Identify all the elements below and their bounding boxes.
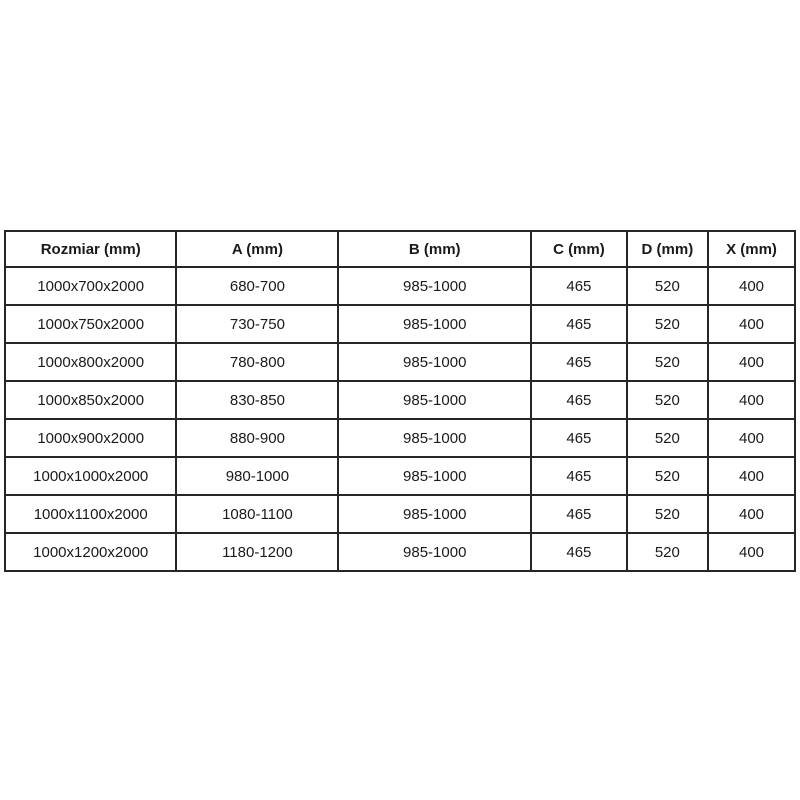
cell-b: 985-1000 — [338, 343, 531, 381]
header-row — [5, 231, 795, 267]
cell-x: 400 — [708, 305, 795, 343]
cell-c: 465 — [531, 267, 627, 305]
table-row — [5, 457, 795, 495]
table-row — [5, 305, 795, 343]
cell-rozmiar: 1000x750x2000 — [5, 305, 176, 343]
cell-a: 980-1000 — [176, 457, 338, 495]
cell-b: 985-1000 — [338, 495, 531, 533]
cell-d: 520 — [627, 457, 708, 495]
cell-c: 465 — [531, 381, 627, 419]
column-header-x: X (mm) — [708, 231, 795, 267]
cell-a: 780-800 — [176, 343, 338, 381]
cell-x: 400 — [708, 381, 795, 419]
cell-x: 400 — [708, 495, 795, 533]
cell-d: 520 — [627, 381, 708, 419]
cell-c: 465 — [531, 457, 627, 495]
cell-d: 520 — [627, 495, 708, 533]
cell-b: 985-1000 — [338, 457, 531, 495]
cell-b: 985-1000 — [338, 419, 531, 457]
table-row — [5, 343, 795, 381]
column-header-a: A (mm) — [176, 231, 338, 267]
table-row — [5, 495, 795, 533]
column-header-rozmiar: Rozmiar (mm) — [5, 231, 176, 267]
table-row — [5, 533, 795, 571]
cell-c: 465 — [531, 533, 627, 571]
cell-c: 465 — [531, 343, 627, 381]
cell-c: 465 — [531, 495, 627, 533]
cell-x: 400 — [708, 457, 795, 495]
cell-x: 400 — [708, 533, 795, 571]
cell-rozmiar: 1000x1100x2000 — [5, 495, 176, 533]
cell-a: 880-900 — [176, 419, 338, 457]
column-header-b: B (mm) — [338, 231, 531, 267]
cell-c: 465 — [531, 305, 627, 343]
cell-rozmiar: 1000x800x2000 — [5, 343, 176, 381]
cell-b: 985-1000 — [338, 267, 531, 305]
cell-rozmiar: 1000x850x2000 — [5, 381, 176, 419]
table-row — [5, 419, 795, 457]
cell-x: 400 — [708, 419, 795, 457]
size-spec-table — [4, 230, 796, 572]
cell-d: 520 — [627, 267, 708, 305]
table-row — [5, 381, 795, 419]
cell-a: 1180-1200 — [176, 533, 338, 571]
cell-rozmiar: 1000x900x2000 — [5, 419, 176, 457]
cell-b: 985-1000 — [338, 533, 531, 571]
cell-a: 830-850 — [176, 381, 338, 419]
cell-x: 400 — [708, 343, 795, 381]
cell-a: 680-700 — [176, 267, 338, 305]
cell-b: 985-1000 — [338, 381, 531, 419]
cell-rozmiar: 1000x1000x2000 — [5, 457, 176, 495]
cell-d: 520 — [627, 343, 708, 381]
cell-b: 985-1000 — [338, 305, 531, 343]
cell-c: 465 — [531, 419, 627, 457]
cell-a: 1080-1100 — [176, 495, 338, 533]
cell-d: 520 — [627, 533, 708, 571]
cell-rozmiar: 1000x1200x2000 — [5, 533, 176, 571]
column-header-c: C (mm) — [531, 231, 627, 267]
cell-a: 730-750 — [176, 305, 338, 343]
cell-rozmiar: 1000x700x2000 — [5, 267, 176, 305]
cell-d: 520 — [627, 305, 708, 343]
cell-d: 520 — [627, 419, 708, 457]
cell-x: 400 — [708, 267, 795, 305]
table-row — [5, 267, 795, 305]
column-header-d: D (mm) — [627, 231, 708, 267]
